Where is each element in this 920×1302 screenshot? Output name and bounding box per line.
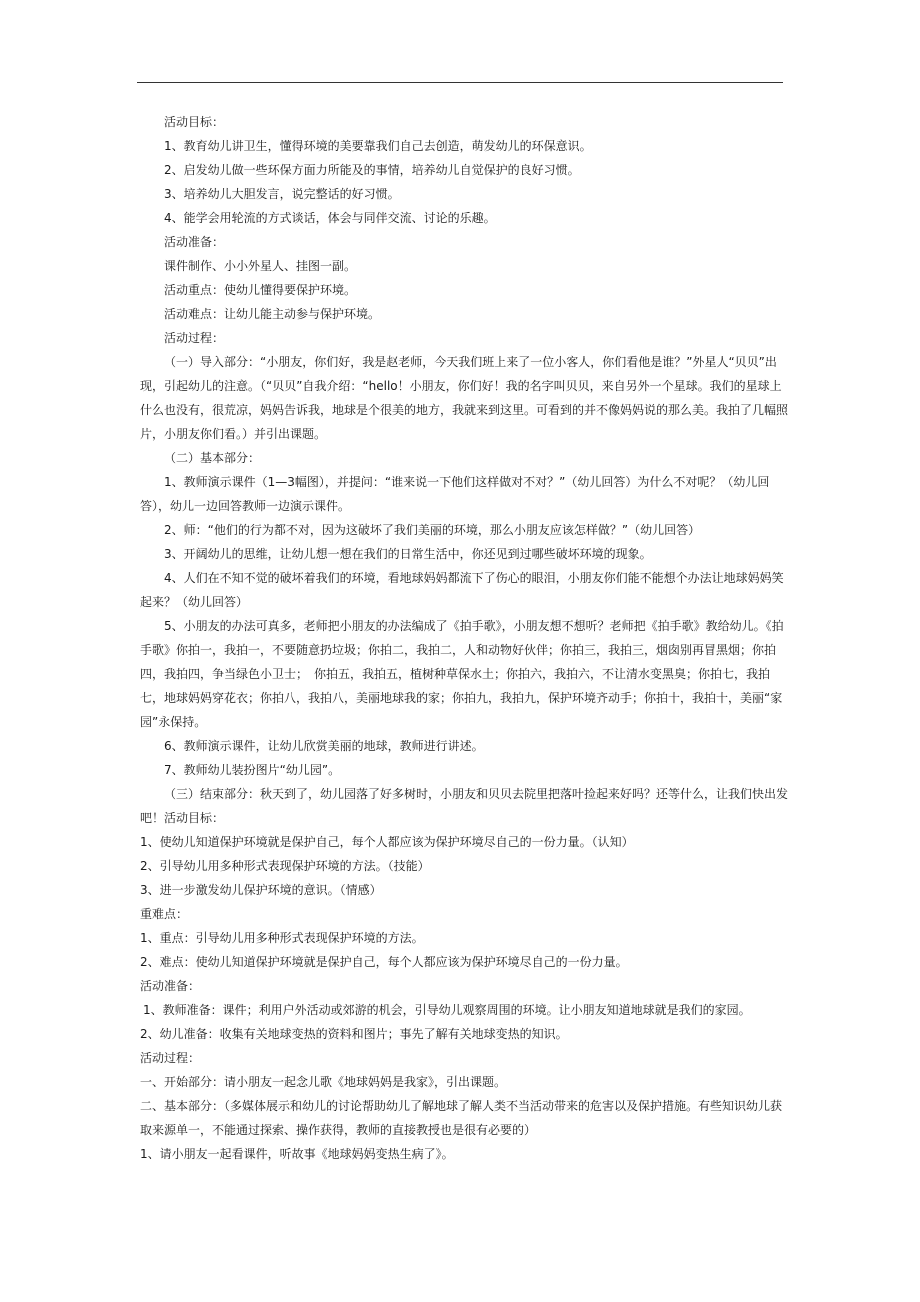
difficult-point: 活动难点：让幼儿能主动参与保护环境。 bbox=[164, 307, 381, 321]
goal-item: 3、培养幼儿大胆发言，说完整话的好习惯。 bbox=[164, 187, 400, 201]
document-body bbox=[140, 110, 788, 1166]
goal-item: 2、启发幼儿做一些环保方面力所能及的事情，培养幼儿自觉保护的良好习惯。 bbox=[164, 163, 580, 177]
goal-item: 2、引导幼儿用多种形式表现保护环境的方法。（技能） bbox=[140, 859, 430, 873]
key-point: 1、重点：引导幼儿用多种形式表现保护环境的方法。 bbox=[140, 931, 424, 945]
process-step: 4、人们在不知不觉的破坏着我们的环境，看地球妈妈都流下了伤心的眼泪，小朋友你们能不能想个办法让地球妈妈笑起来？（幼儿回答） bbox=[140, 571, 784, 609]
heading-basic-part: （二）基本部分： bbox=[164, 451, 261, 465]
heading-preparation: 活动准备： bbox=[164, 235, 225, 249]
process-step: 1、教师演示课件（1—3幅图），并提问：“谁来说一下他们这样做对不对？”（幼儿回答）为什么不对呢？（幼儿回答），幼儿一边回答教师一边演示课件。 bbox=[140, 475, 770, 513]
goal-item: 3、进一步激发幼儿保护环境的意识。（情感） bbox=[140, 883, 382, 897]
heading-key-difficult: 重难点： bbox=[140, 907, 189, 921]
process-step: 1、请小朋友一起看课件，听故事《地球妈妈变热生病了》。 bbox=[140, 1147, 454, 1161]
basic-section: 二、基本部分：（多媒体展示和幼儿的讨论帮助幼儿了解地球了解人类不当活动带来的危害以及保护措施。有些知识幼儿获取来源单一，不能通过探索、操作获得，教师的直接教授也是很有必要的） bbox=[140, 1099, 783, 1137]
header-rule bbox=[137, 82, 783, 83]
clapping-song: 5、小朋友的办法可真多，老师把小朋友的办法编成了《拍手歌》，小朋友想不想听？老师把《拍手歌》教给幼儿。《拍手歌》你拍一，我拍一，不要随意扔垃圾；你拍二，我拍二，人和动物好伙伴；你拍三，我拍三，烟囱别再冒黑烟；你拍四，我拍四，争当绿色小卫士； 你拍五，我拍五，植树种草保水土；你拍六，我拍六，不让清水变黑臭；你拍七，我拍七，地球妈妈穿花衣；你拍八，我拍八，美丽地球我的家；你拍九，我拍九，保护环境齐动手；你拍十，我拍十，美丽“家园”永保持。 bbox=[140, 619, 784, 729]
heading-process: 活动过程： bbox=[140, 1051, 201, 1065]
heading-activity-goals: 活动目标： bbox=[164, 115, 225, 129]
preparation-text: 课件制作、小小外星人、挂图一副。 bbox=[164, 259, 357, 273]
goal-item: 4、能学会用轮流的方式谈话，体会与同伴交流、讨论的乐趣。 bbox=[164, 211, 496, 225]
intro-section: （一）导入部分：“小朋友，你们好，我是赵老师，今天我们班上来了一位小客人，你们看他是谁？”外星人“贝贝”出现，引起幼儿的注意。（“贝贝”自我介绍：“hello！小朋友，你们好！我的名字叫贝贝，来自另外一个星球。我们的星球上什么也没有，很荒凉，妈妈告诉我，地球是个很美的地方，我就来到这里。可看到的并不像妈妈说的那么美。我拍了几幅照片，小朋友你们看。）并引出课题。 bbox=[140, 355, 789, 441]
start-section: 一、开始部分：请小朋友一起念儿歌《地球妈妈是我家》，引出课题。 bbox=[140, 1075, 507, 1089]
difficult-point: 2、难点：使幼儿知道保护环境就是保护自己，每个人都应该为保护环境尽自己的一份力量。 bbox=[140, 955, 628, 969]
heading-preparation: 活动准备： bbox=[140, 979, 201, 993]
key-point: 活动重点：使幼儿懂得要保护环境。 bbox=[164, 283, 357, 297]
process-step: 7、教师幼儿装扮图片“幼儿园”。 bbox=[164, 763, 341, 777]
process-step: 6、教师演示课件，让幼儿欣赏美丽的地球，教师进行讲述。 bbox=[164, 739, 484, 753]
goal-item: 1、教育幼儿讲卫生，懂得环境的美要靠我们自己去创造，萌发幼儿的环保意识。 bbox=[164, 139, 592, 153]
process-step: 2、师：“他们的行为都不对，因为这破坏了我们美丽的环境，那么小朋友应该怎样做？”（幼儿回答） bbox=[164, 523, 701, 537]
child-preparation: 2、幼儿准备：收集有关地球变热的资料和图片；事先了解有关地球变热的知识。 bbox=[140, 1027, 568, 1041]
goal-item: 1、使幼儿知道保护环境就是保护自己，每个人都应该为保护环境尽自己的一份力量。（认知） bbox=[140, 835, 634, 849]
teacher-preparation: 1、教师准备：课件；利用户外活动或郊游的机会，引导幼儿观察周围的环境。让小朋友知道地球就是我们的家园。 bbox=[143, 1003, 751, 1017]
process-step: 3、开阔幼儿的思维，让幼儿想一想在我们的日常生活中，你还见到过哪些破坏环境的现象。 bbox=[164, 547, 652, 561]
heading-process: 活动过程： bbox=[164, 331, 225, 345]
ending-section: （三）结束部分：秋天到了，幼儿园落了好多树时，小朋友和贝贝去院里把落叶捡起来好吗？还等什么，让我们快出发吧！活动目标： bbox=[140, 787, 789, 825]
